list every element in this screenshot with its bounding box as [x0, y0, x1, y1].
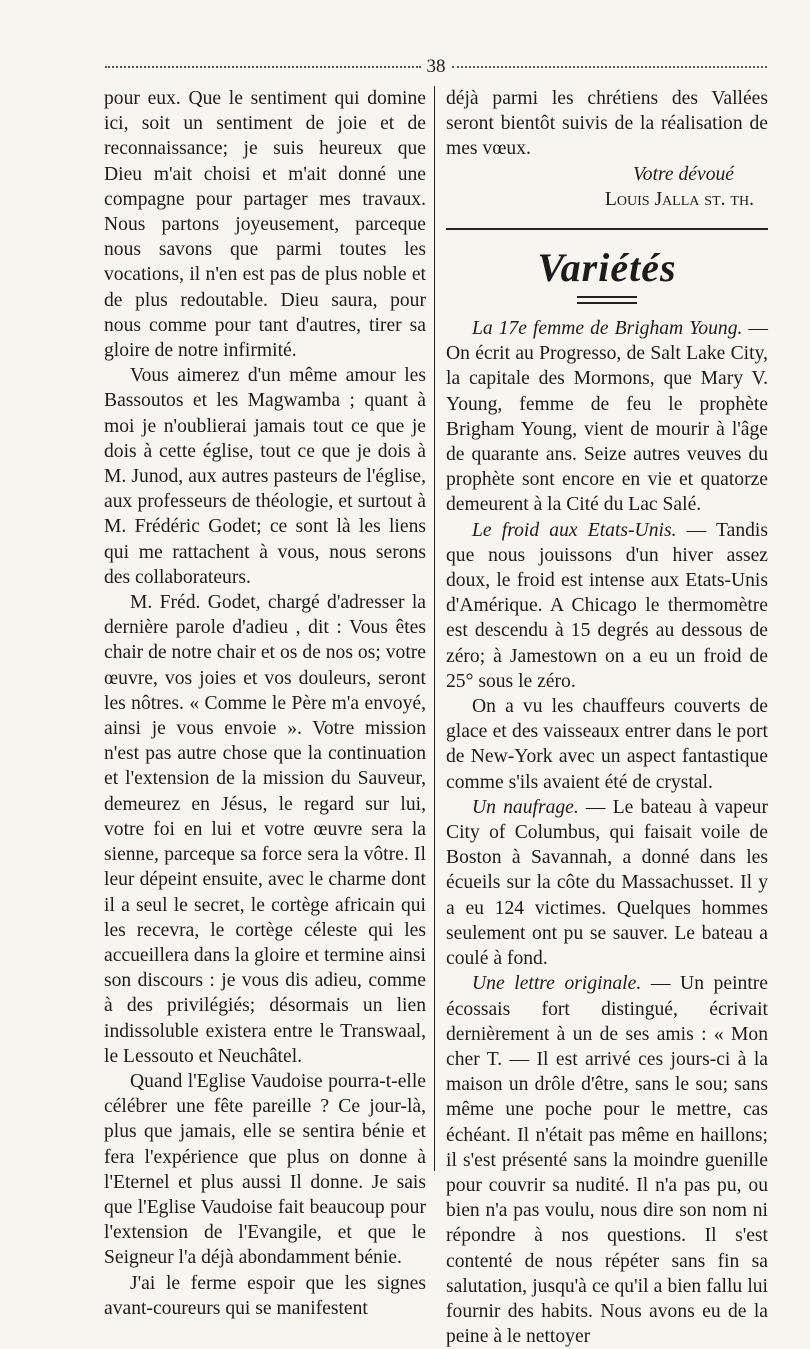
news-item-text: — Tandis que nous jouissons d'un hiver assez doux, le froid est intense aux Etats-Unis d'Amérique. A Chicago le thermomètre est descendu à 15 degrés au dessous de zéro; à Jamestown on a eu un froid de 25° sous le zéro.	[446, 519, 768, 692]
news-item-text: — On écrit au Progresso, de Salt Lake City, la capitale des Mormons, que Mary V. Young, femme de feu le prophète Brigham Young, vient de mourir à l'âge de quarante ans. Seize autres veuves du prophète sont encore en vie et quatorze demeurent à la Cité du Lac Salé.	[446, 318, 768, 516]
news-item-title: La 17e femme de Brigham Young.	[472, 318, 743, 340]
letter-signature: Louis Jalla st. th.	[604, 188, 754, 210]
news-item-title: Un naufrage.	[472, 796, 579, 818]
news-item-title: Une lettre originale.	[472, 973, 642, 995]
header-rule-left	[105, 66, 421, 68]
page-header	[105, 56, 767, 78]
right-column	[446, 86, 768, 1348]
page-number: 38	[426, 56, 446, 77]
paragraph: M. Fréd. Godet, chargé d'adresser la dernière parole d'adieu , dit : Vous êtes chair de notre chair et os de nos os; votre œuvre, vos joies et vos douleurs, seront les nôtres. « Comme le Père m'a envoyé, ainsi je vous envoie ». Votre mission n'est pas autre chose que la continuation et l'extension de la mission du Sauveur, demeurez en Jésus, le regard sur lui, votre foi en lui et votre œuvre sera la sienne, parceque sa force sera la vôtre. Il leur dépeint ensuite, avec le charme dont il a seul le secret, le cortège africain qui les recevra, le cortège céleste qui les accueillera dans la gloire et termine ainsi son discours : je vous dis adieu, comme à des privilégiés; désormais un lien indissoluble existera entre le Transwaal, le Lessouto et Neuchâtel.	[104, 592, 426, 1067]
paragraph: pour eux. Que le sentiment qui domine ici, soit un sentiment de joie et de reconnaissance; je suis heureux que Dieu m'ait choisi et m'ait donné une compagne pour partager mes travaux. Nous partons joyeusement, parceque nous savons que parmi toutes les vocations, il n'en est pas de plus noble et de plus redoutable. Dieu saura, pour nous comme pour tant d'autres, tirer sa gloire de notre infirmité.	[104, 88, 426, 362]
column-divider	[434, 86, 435, 1171]
news-item	[446, 971, 768, 1349]
section-title: Variétés	[537, 245, 677, 291]
section-rule	[446, 228, 768, 230]
news-item-text: On a vu les chauffeurs couverts de glace et des vaisseaux entrer dans le port de New-York avec un aspect fantastique comme s'ils avaient été de crystal.	[446, 696, 768, 793]
paragraph: Vous aimerez d'un même amour les Bassoutos et les Magwamba ; quant à moi je n'oublierai jamais tout ce que je dois à cette église, tout ce que je dois à M. Junod, aux autres pasteurs de l'église, aux professeurs de théologie, et surtout à M. Frédéric Godet; ce sont là les liens qui me rattachent à vous, nous serons des collaborateurs.	[104, 365, 426, 588]
left-column	[104, 86, 426, 1319]
letter-closing: Votre dévoué	[632, 163, 734, 185]
paragraph: J'ai le ferme espoir que les signes avant-coureurs qui se manifestent	[104, 1272, 426, 1319]
news-item	[446, 694, 768, 795]
news-item-title: Le froid aux Etats-Unis.	[472, 519, 677, 541]
news-item	[446, 316, 768, 518]
news-item-text: — Le bateau à vapeur City of Columbus, qui faisait voile de Boston à Savannah, a donné dans les écueils sur la côte du Massachusset. Il y a eu 124 victimes. Quelques hommes seulement ont pu se sauver. Le bateau a coulé à fond.	[446, 796, 768, 970]
paragraph: Quand l'Eglise Vaudoise pourra-t-elle célébrer une fête pareille ? Ce jour-là, plus que jamais, elle se sentira bénie et fera l'expérience que plus on donne à l'Eternel et plus aussi Il donne. Je sais que l'Eglise Vaudoise fait beaucoup pour l'extension de l'Evangile, et que le Seigneur l'a déjà abondamment bénie.	[104, 1070, 426, 1269]
news-item	[446, 518, 768, 694]
news-item	[446, 795, 768, 971]
header-rule-right	[452, 66, 768, 68]
letter-continuation: déjà parmi les chrétiens des Vallées seront bientôt suivis de la réalisation de mes vœux.	[446, 88, 768, 160]
news-item-text: — Un peintre écossais fort distingué, écrivait dernièrement à un de ses amis : « Mon cher T. — Il est arrivé ces jours-ci à la maison un drôle d'être, sans le sou; sans même une poche pour le mettre, cas échéant. Il n'était pas même en haillons; il s'est présenté sans la moindre guenille pour couvrir sa nudité. Il n'a pas pu, ou bien n'a pas voulu, nous dire son nom ni répondre à nos questions. Il s'est contenté de nous répéter sans fin sa salutation, jusqu'à ce qu'il a bien fallu lui fournir des habits. Nous avons eu de la peine à le nettoyer	[446, 973, 768, 1348]
title-ornament-rule	[577, 296, 637, 304]
